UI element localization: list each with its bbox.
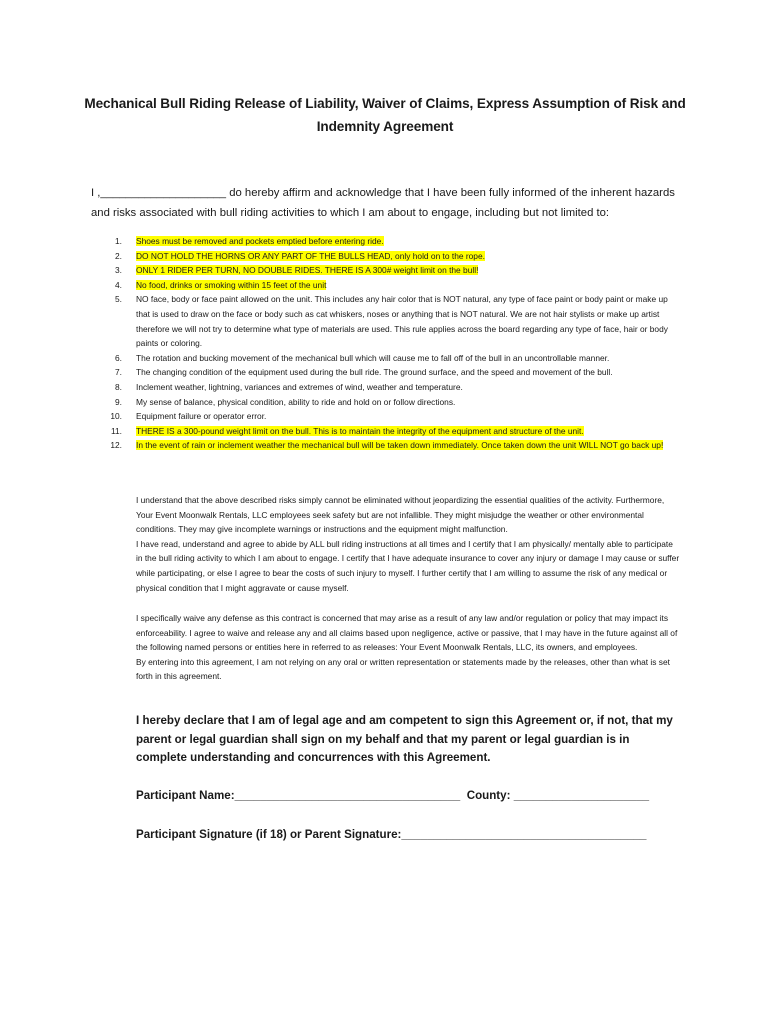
risk-list-item — [100, 263, 680, 278]
risk-list-item — [100, 234, 680, 249]
risk-text: Inclement weather, lightning, variances and extremes of wind, weather and temperature. — [136, 381, 463, 392]
paragraph-text: I have read, understand and agree to abide by ALL bull riding instructions at all times and I certify that I am physically/ mentally able to participate in the bull riding activity to which I am about to engage. I certify that I have adequate insurance to cover any injury or damage I may cause or suffer while participating, or else I agree to bear the costs of such injury to myself. I further certify that I am willing to assume the risk of any medical or physical condition that I might aggravate or cause myself. — [136, 538, 680, 593]
signature-field[interactable]: Participant Signature (if 18) or Parent Signature:______________________________________ — [136, 828, 647, 841]
list-item-number: 3. — [115, 265, 122, 276]
highlighted-rule-text: THERE IS a 300-pound weight limit on the bull. This is to maintain the integrity of the equipment and structure of the unit. — [136, 425, 584, 436]
list-item-number: 6. — [115, 352, 122, 363]
risk-list-item — [100, 395, 680, 410]
highlighted-rule-text: Shoes must be removed and pockets emptied before entering ride. — [136, 236, 384, 246]
risk-list-item — [100, 249, 680, 264]
list-item-number: 2. — [115, 250, 122, 261]
list-item-number: 1. — [115, 236, 122, 246]
highlighted-rule-text: In the event of rain or inclement weather the mechanical bull will be taken down immediately. Once taken down the unit WILL NOT go back up! — [136, 440, 664, 451]
paragraph-text: By entering into this agreement, I am not relying on any oral or written representation or statements made by the releases, other than what is set forth in this agreement. — [136, 656, 670, 682]
list-item-number: 8. — [115, 381, 122, 392]
risk-list — [100, 234, 680, 453]
document-title: Mechanical Bull Riding Release of Liability, Waiver of Claims, Express Assumption of Risk and Indemnity Agreement — [84, 96, 686, 134]
highlighted-rule-text: No food, drinks or smoking within 15 feet of the unit — [136, 279, 327, 290]
paragraph-text: I understand that the above described risks simply cannot be eliminated without jeopardizing the essential qualities of the activity. Furthermore, Your Event Moonwalk Rentals, LLC employees seek safety but are not infallible. They might misjudge the weather or other environmental conditions. They may give incomplete warnings or instructions and the equipment might malfunction. — [136, 495, 665, 535]
risk-list-item — [100, 409, 680, 424]
list-item-number: 12. — [110, 440, 122, 451]
intro-statement: I ,____________________ do hereby affirm and acknowledge that I have been fully informed of the inherent hazards and risks associated with bull riding activities to which I am about to engage, including but not limited to: — [91, 187, 675, 219]
risk-text: The rotation and bucking movement of the mechanical bull which will cause me to fall off of the bull in an uncontrollable manner. — [136, 352, 610, 363]
risk-text: My sense of balance, physical condition, ability to ride and hold on or follow directions. — [136, 396, 456, 407]
highlighted-rule-text: DO NOT HOLD THE HORNS OR ANY PART OF THE BULLS HEAD, only hold on to the rope. — [136, 250, 485, 261]
risk-list-item — [100, 292, 680, 350]
list-item-number: 11. — [110, 425, 122, 436]
list-item-number: 5. — [115, 294, 122, 305]
risk-list-item — [100, 438, 680, 453]
paragraph-text: I specifically waive any defense as this contract is concerned that may arise as a result of any law and/or regulation or policy that may impact its enforceability. I agree to waive and release any and all claims based upon negligence, active or passive, that I may have in the future against all of the following named persons or entities here in referred to as releases: Your Event Moonwalk Rentals, LLC, its owners, and employees. — [136, 613, 678, 653]
waiver-paragraph — [136, 611, 681, 684]
risk-list-item — [100, 278, 680, 293]
list-item-number: 9. — [115, 396, 122, 407]
list-item-number: 10. — [110, 411, 122, 422]
highlighted-rule-text: ONLY 1 RIDER PER TURN, NO DOUBLE RIDES. THERE IS A 300# weight limit on the bull! — [136, 265, 479, 276]
risk-list-item — [100, 424, 680, 439]
risk-text: Equipment failure or operator error. — [136, 411, 267, 422]
list-item-number: 4. — [115, 279, 122, 290]
risk-text: NO face, body or face paint allowed on the unit. This includes any hair color that is NOT natural, any type of face paint or body paint or make up that is used to draw on the face or body such as cat whiskers, noses or anything that is NOT natural. We are not hair stylists or make up artist therefore we will not try to determine what type of materials are used. This rule applies across the board regarding any type of face, hair or body paints or coloring. — [136, 294, 668, 349]
risk-list-item — [100, 351, 680, 366]
risk-acknowledgement-paragraph — [136, 493, 681, 595]
risk-text: The changing condition of the equipment used during the bull ride. The ground surface, and the speed and movement of the bull. — [136, 367, 613, 378]
risk-list-item — [100, 380, 680, 395]
risk-list-item — [100, 365, 680, 380]
legal-age-declaration: I hereby declare that I am of legal age and am competent to sign this Agreement or, if not, that my parent or legal guardian shall sign on my behalf and that my parent or legal guardian is in complete understanding and concurrences with this Agreement. — [136, 714, 673, 764]
list-item-number: 7. — [115, 367, 122, 378]
participant-name-field[interactable]: Participant Name:___________________________________ County: _____________________ — [136, 789, 650, 802]
